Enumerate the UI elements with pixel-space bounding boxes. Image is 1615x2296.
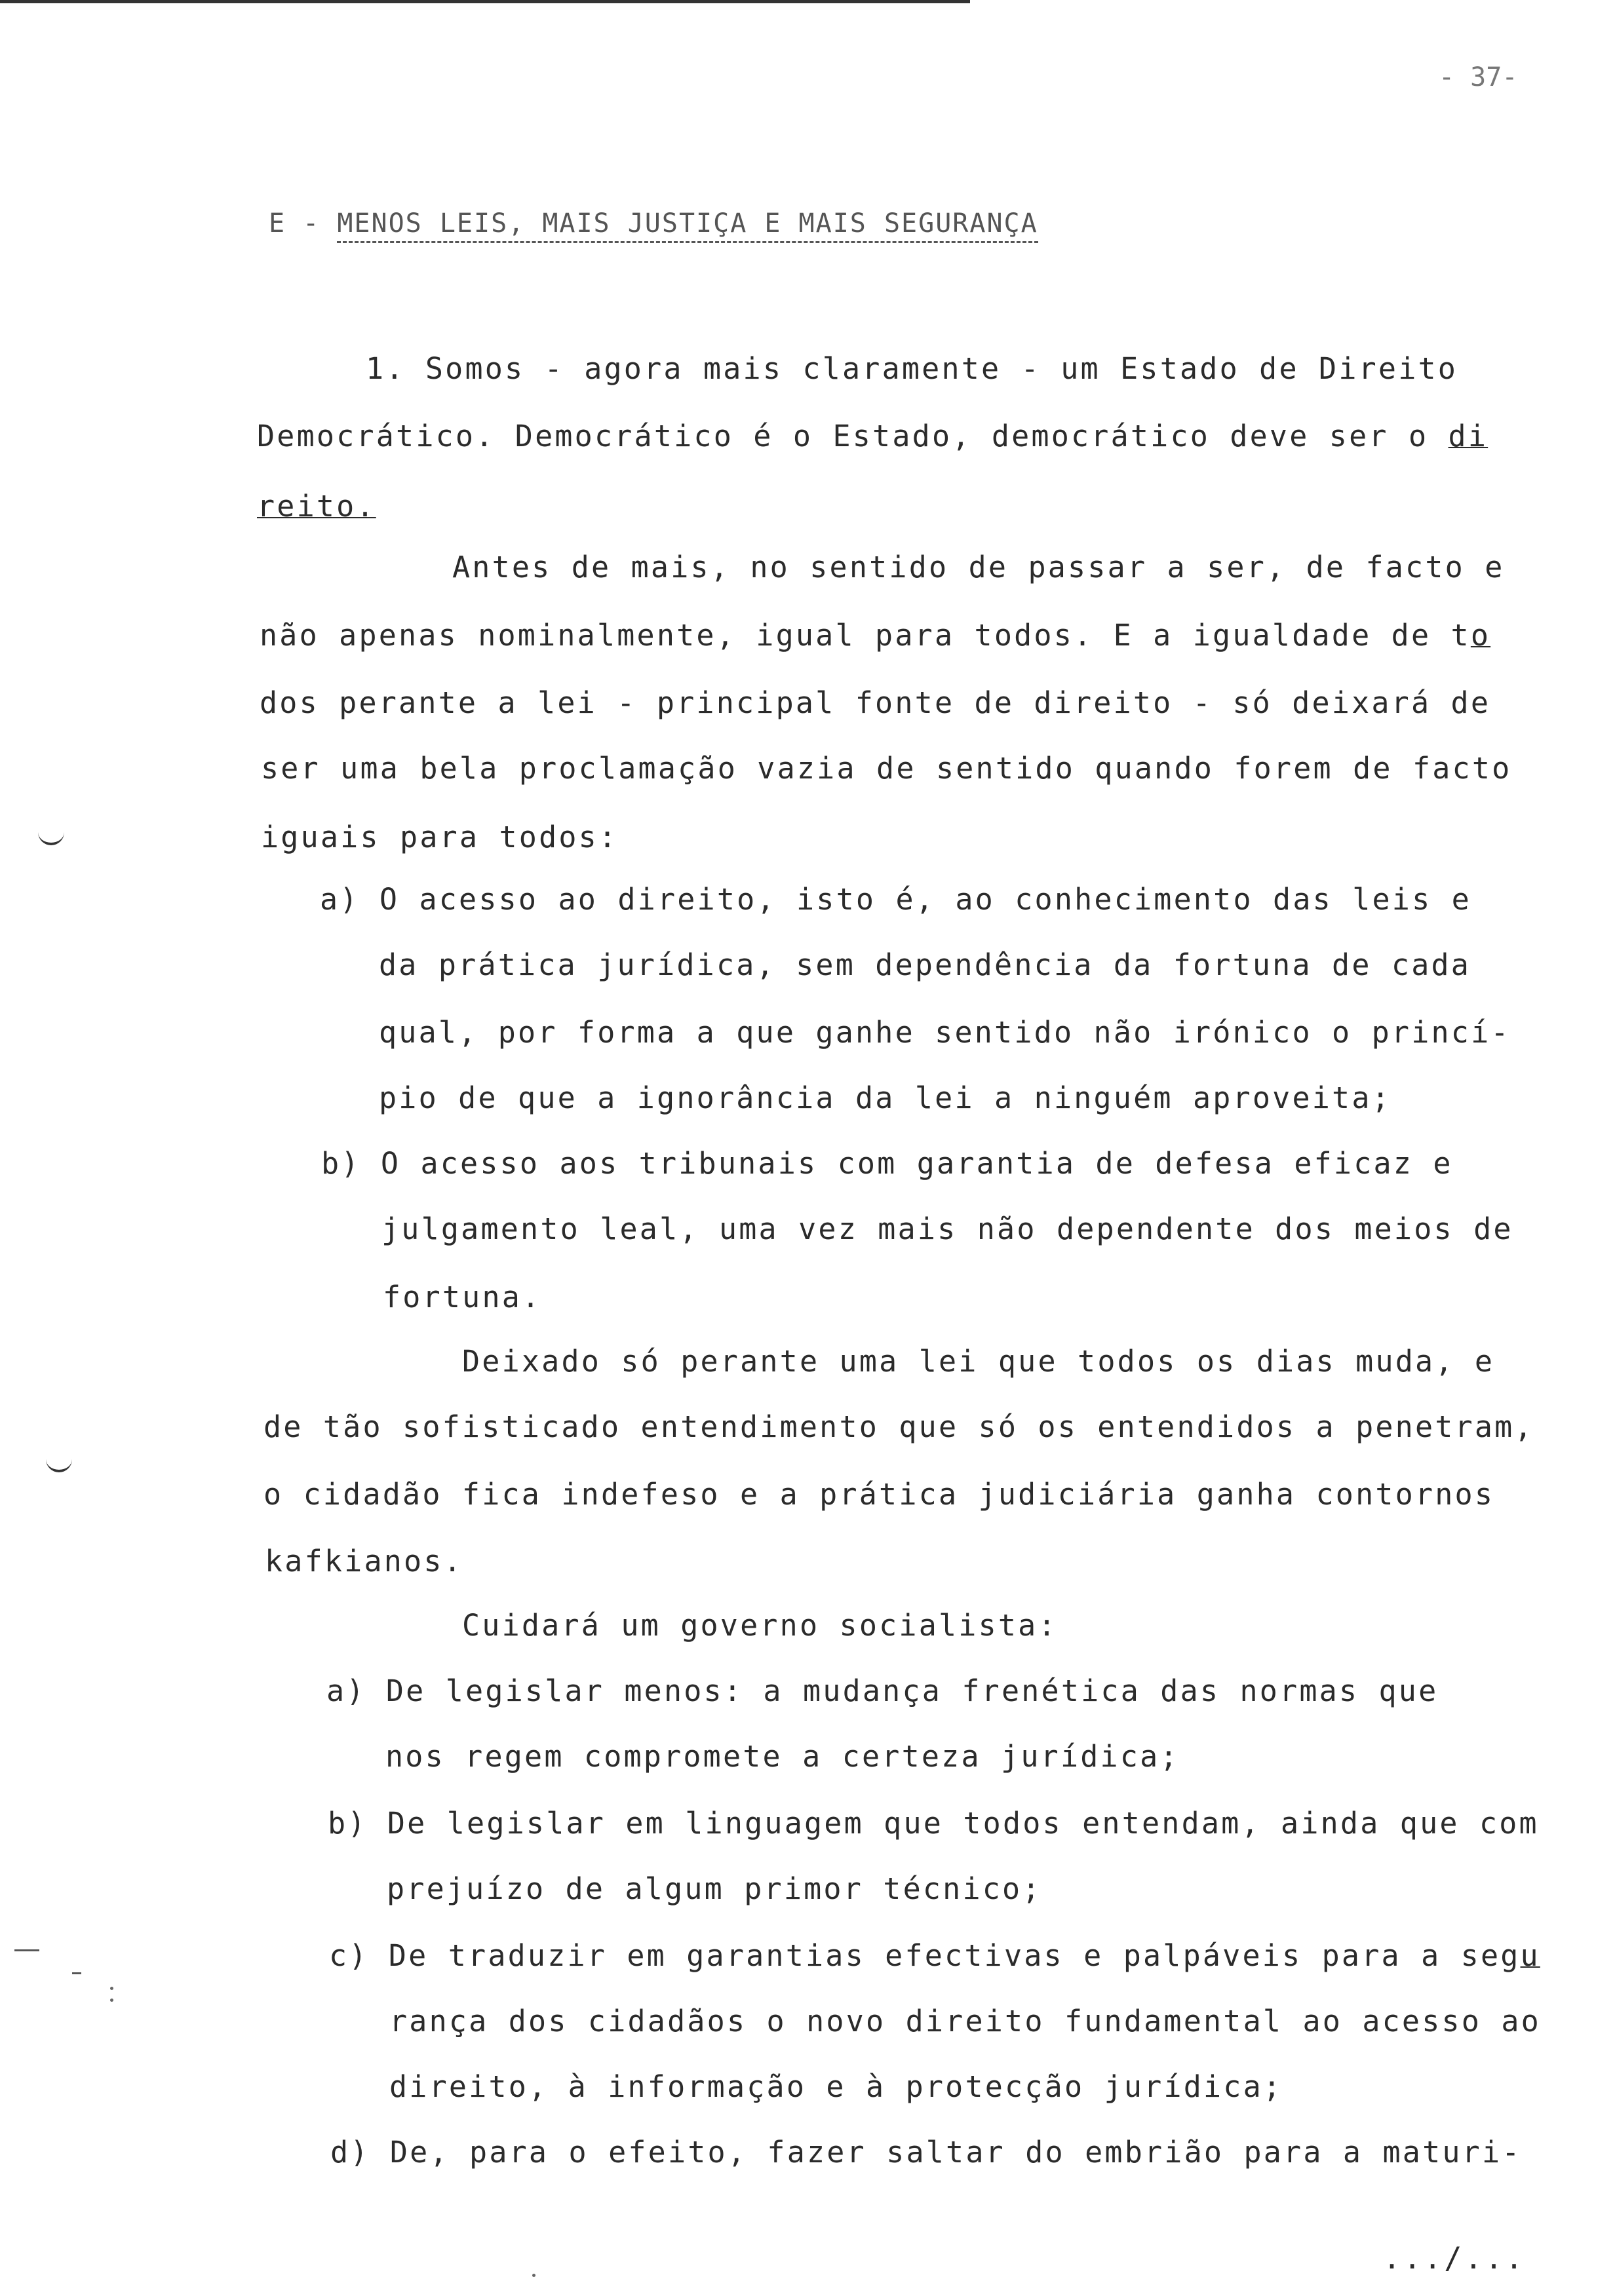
list-1-item-a-line-4: pio de que a ignorância da lei a ninguém aproveita; [379,1081,1391,1115]
paragraph-3-line-2: de tão sofisticado entendimento que só os entendidos a penetram, [263,1409,1534,1444]
list-2-item-c-line-3: direito, à informação e à protecção jurídica; [389,2069,1283,2104]
paragraph-2-line-2-text: não apenas nominalmente, igual para todos. E a igualdade de t [260,618,1471,653]
list-2-item-a-line-1: a) De legislar menos: a mudança frenética das normas que [326,1674,1439,1708]
list-2-item-b-line-1: b) De legislar em linguagem que todos entendam, ainda que com [328,1806,1539,1841]
paragraph-2-line-2 [260,618,1491,653]
continuation-marker: .../... [1383,2241,1526,2276]
section-heading-prefix: E - [269,208,338,239]
list-2-item-c-line-1 [329,1938,1540,1973]
list-1-item-b-line-3: fortuna. [383,1280,542,1314]
paragraph-3-line-1: Deixado só perante uma lei que todos os dias muda, e [462,1344,1495,1379]
section-heading [269,208,1038,239]
margin-tick-mark [46,1458,72,1472]
paragraph-1-line-2-hyphen-part: di [1448,419,1489,453]
paragraph-1-line-1: 1. Somos - agora mais claramente - um Estado de Direito [366,351,1458,386]
list-2-item-b-line-2: prejuízo de algum primor técnico; [387,1871,1042,1906]
section-heading-title: MENOS LEIS, MAIS JUSTIÇA E MAIS SEGURANÇA [337,208,1038,243]
paragraph-2-line-1: Antes de mais, no sentido de passar a ser, de facto e [452,550,1505,584]
margin-dash-mark [14,1949,39,1951]
paragraph-2-line-5: iguais para todos: [261,820,619,854]
list-1-item-b-line-2: julgamento leal, uma vez mais não dependente dos meios de [381,1212,1513,1246]
list-1-item-b-line-1: b) O acesso aos tribunais com garantia de defesa eficaz e [321,1146,1453,1181]
list-2-item-c-line-1-text: c) De traduzir em garantias efectivas e palpáveis para a seg [329,1938,1521,1973]
margin-dot-mark [110,1987,113,1990]
bottom-dot-mark [532,2274,535,2277]
paragraph-4-line-1: Cuidará um governo socialista: [462,1608,1058,1643]
top-border-line [0,0,970,3]
list-2-item-a-line-2: nos regem compromete a certeza jurídica; [385,1739,1180,1774]
paragraph-3-line-4: kafkianos. [265,1544,463,1578]
paragraph-2-line-3: dos perante a lei - principal fonte de direito - só deixará de [260,685,1491,720]
paragraph-1-line-2 [257,421,1488,451]
list-1-item-a-line-3: qual, por forma a que ganhe sentido não irónico o princí- [379,1015,1511,1050]
paragraph-3-line-3: o cidadão fica indefeso e a prática judiciária ganha contornos [263,1477,1495,1512]
page-number: - 37- [1439,62,1518,92]
margin-dash-mark [72,1972,81,1974]
margin-dot-mark [110,1999,113,2002]
paragraph-1-line-2-text: Democrático. Democrático é o Estado, democrático deve ser o [257,419,1449,453]
list-1-item-a-line-1: a) O acesso ao direito, isto é, ao conhecimento das leis e [320,882,1471,917]
list-2-item-c-line-2: rança dos cidadãos o novo direito fundamental ao acesso ao [389,2004,1541,2038]
paragraph-1-line-3: reito. [257,489,376,524]
paragraph-2-line-4: ser uma bela proclamação vazia de sentido quando forem de facto [261,751,1512,786]
margin-tick-mark [38,831,64,845]
list-2-item-d-line-1: d) De, para o efeito, fazer saltar do embrião para a maturi- [330,2135,1522,2170]
list-2-item-c-line-1-hyphen-part: u [1520,1938,1540,1973]
paragraph-2-line-2-hyphen-part: o [1470,618,1491,653]
list-1-item-a-line-2: da prática jurídica, sem dependência da fortuna de cada [379,947,1471,982]
